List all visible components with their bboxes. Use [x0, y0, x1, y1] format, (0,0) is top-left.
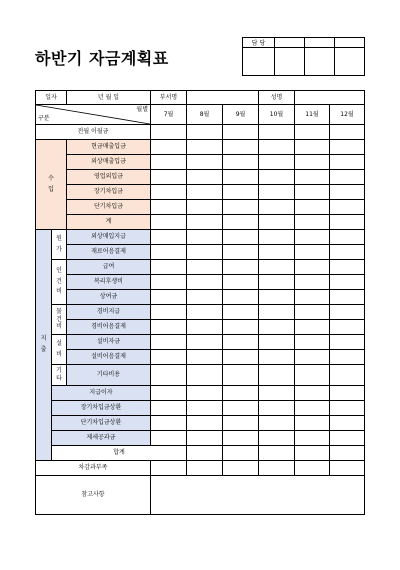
approval-header-cell[interactable]	[305, 38, 335, 48]
data-cell[interactable]	[151, 140, 187, 155]
data-cell[interactable]	[259, 230, 295, 245]
row-label: 단기차입금상환	[52, 416, 151, 431]
data-cell[interactable]	[295, 200, 330, 215]
table-row	[36, 245, 365, 260]
data-cell[interactable]	[330, 230, 365, 245]
table-row	[36, 305, 365, 320]
row-label: 계	[67, 215, 151, 230]
data-cell[interactable]	[330, 215, 365, 230]
dept-value[interactable]	[187, 91, 259, 105]
data-cell[interactable]	[187, 416, 223, 431]
row-label: 전월 이월금	[36, 125, 151, 140]
header-diagonal-cell	[36, 105, 151, 125]
data-cell[interactable]	[330, 386, 365, 401]
data-cell[interactable]	[295, 230, 330, 245]
row-label: 복리후생비	[67, 275, 151, 290]
table-row	[36, 446, 365, 461]
data-cell[interactable]	[259, 200, 295, 215]
table-row	[36, 290, 365, 305]
row-label: 영업외입금	[67, 170, 151, 185]
data-cell[interactable]	[330, 461, 365, 476]
approval-sign-cell[interactable]	[335, 48, 365, 76]
row-label: 외상매입지급	[67, 230, 151, 245]
data-cell[interactable]	[187, 260, 223, 275]
header-row	[36, 105, 365, 125]
data-cell[interactable]	[330, 290, 365, 305]
date-value[interactable]: 년 월 일	[67, 91, 151, 105]
data-cell[interactable]	[151, 170, 187, 185]
data-cell[interactable]	[151, 290, 187, 305]
data-cell[interactable]	[223, 215, 259, 230]
data-cell[interactable]	[330, 170, 365, 185]
data-cell[interactable]	[151, 260, 187, 275]
data-cell[interactable]	[151, 245, 187, 260]
data-cell[interactable]	[330, 260, 365, 275]
table-row	[36, 170, 365, 185]
row-label: 제세공과금	[52, 431, 151, 446]
date-label: 일자	[36, 91, 67, 105]
data-cell[interactable]	[259, 215, 295, 230]
data-cell[interactable]	[187, 200, 223, 215]
row-label: 경비어음결제	[67, 320, 151, 335]
month-header: 9월	[223, 105, 259, 125]
data-cell[interactable]	[223, 416, 259, 431]
expense-group-text: 지출	[40, 335, 47, 353]
month-header: 12월	[330, 105, 365, 125]
data-cell[interactable]	[259, 350, 295, 365]
income-group-text: 수입	[48, 174, 54, 193]
row-label: 재료어음결제	[67, 245, 151, 260]
data-cell[interactable]	[151, 200, 187, 215]
data-cell[interactable]	[151, 185, 187, 200]
data-cell[interactable]	[151, 230, 187, 245]
name-label: 성명	[259, 91, 295, 105]
data-cell[interactable]	[151, 386, 187, 401]
data-cell[interactable]	[187, 401, 223, 416]
data-cell[interactable]	[259, 125, 295, 140]
data-cell[interactable]	[295, 335, 330, 350]
data-cell[interactable]	[330, 245, 365, 260]
table-row	[36, 350, 365, 365]
table-row	[36, 416, 365, 431]
approval-header-cell[interactable]	[335, 38, 365, 48]
month-axis-label: 월별	[136, 106, 148, 113]
ingun-group-label	[52, 260, 67, 305]
mulgun-group-label	[52, 305, 67, 335]
data-cell[interactable]	[295, 401, 330, 416]
data-cell[interactable]	[330, 416, 365, 431]
data-cell[interactable]	[151, 305, 187, 320]
data-cell[interactable]	[259, 260, 295, 275]
data-cell[interactable]	[223, 461, 259, 476]
data-cell[interactable]	[295, 416, 330, 431]
data-cell[interactable]	[223, 431, 259, 446]
note-row	[36, 476, 365, 515]
row-label: 외상매출입금	[67, 155, 151, 170]
data-cell[interactable]	[259, 446, 295, 461]
table-row	[36, 461, 365, 476]
data-cell[interactable]	[223, 275, 259, 290]
data-cell[interactable]	[223, 386, 259, 401]
table-row	[36, 386, 365, 401]
data-cell[interactable]	[187, 185, 223, 200]
data-cell[interactable]	[187, 446, 223, 461]
data-cell[interactable]	[330, 365, 365, 386]
data-cell[interactable]	[223, 155, 259, 170]
data-cell[interactable]	[151, 431, 187, 446]
wonga-group-label	[52, 230, 67, 260]
data-cell[interactable]	[187, 350, 223, 365]
data-cell[interactable]	[187, 290, 223, 305]
data-cell[interactable]	[151, 461, 187, 476]
data-cell[interactable]	[151, 350, 187, 365]
data-cell[interactable]	[295, 245, 330, 260]
table-row	[36, 260, 365, 275]
data-cell[interactable]	[295, 431, 330, 446]
data-cell[interactable]	[330, 335, 365, 350]
data-cell[interactable]	[151, 365, 187, 386]
data-cell[interactable]	[295, 185, 330, 200]
data-cell[interactable]	[187, 365, 223, 386]
data-cell[interactable]	[151, 125, 187, 140]
data-cell[interactable]	[223, 401, 259, 416]
row-label: 급여	[67, 260, 151, 275]
row-label: 장기차입금상환	[52, 401, 151, 416]
table-row	[36, 320, 365, 335]
approval-header-cell[interactable]	[275, 38, 305, 48]
data-cell[interactable]	[187, 140, 223, 155]
data-cell[interactable]	[295, 215, 330, 230]
data-cell[interactable]	[330, 431, 365, 446]
table-row	[36, 125, 365, 140]
data-cell[interactable]	[295, 260, 330, 275]
data-cell[interactable]	[259, 185, 295, 200]
ingun-group-text: 인건비	[56, 266, 62, 296]
data-cell[interactable]	[330, 305, 365, 320]
row-label: 설비어음결제	[67, 350, 151, 365]
month-header: 10월	[259, 105, 295, 125]
gita-group-text: 기타	[56, 367, 62, 382]
approval-label: 담 당	[243, 38, 275, 48]
table-row	[36, 365, 365, 386]
data-cell[interactable]	[223, 446, 259, 461]
data-cell[interactable]	[151, 215, 187, 230]
data-cell[interactable]	[259, 431, 295, 446]
data-cell[interactable]	[259, 461, 295, 476]
fund-plan-table	[35, 90, 365, 515]
data-cell[interactable]	[151, 275, 187, 290]
data-cell[interactable]	[330, 275, 365, 290]
approval-sign-cell[interactable]	[275, 48, 305, 76]
data-cell[interactable]	[259, 305, 295, 320]
data-cell[interactable]	[187, 275, 223, 290]
data-cell[interactable]	[223, 305, 259, 320]
data-cell[interactable]	[259, 290, 295, 305]
data-cell[interactable]	[151, 401, 187, 416]
data-cell[interactable]	[223, 125, 259, 140]
data-cell[interactable]	[187, 170, 223, 185]
data-cell[interactable]	[223, 335, 259, 350]
data-cell[interactable]	[187, 215, 223, 230]
data-cell[interactable]	[187, 320, 223, 335]
data-cell[interactable]	[330, 140, 365, 155]
data-cell[interactable]	[259, 140, 295, 155]
table-row	[36, 140, 365, 155]
data-cell[interactable]	[187, 245, 223, 260]
table-row	[36, 431, 365, 446]
data-cell[interactable]	[330, 200, 365, 215]
data-cell[interactable]	[259, 365, 295, 386]
month-header: 8월	[187, 105, 223, 125]
data-cell[interactable]	[187, 431, 223, 446]
row-label: 장기차입금	[67, 185, 151, 200]
table-row	[36, 335, 365, 350]
income-group-label	[36, 140, 67, 230]
data-cell[interactable]	[330, 125, 365, 140]
data-cell[interactable]	[187, 155, 223, 170]
row-label: 지급이자	[52, 386, 151, 401]
data-cell[interactable]	[295, 446, 330, 461]
row-label: 상여금	[67, 290, 151, 305]
data-cell[interactable]	[330, 446, 365, 461]
data-cell[interactable]	[151, 155, 187, 170]
data-cell[interactable]	[330, 185, 365, 200]
data-cell[interactable]	[187, 230, 223, 245]
data-cell[interactable]	[259, 401, 295, 416]
data-cell[interactable]	[223, 200, 259, 215]
data-cell[interactable]	[259, 170, 295, 185]
page-title: 하반기 자금계획표	[35, 49, 169, 68]
gita-group-label	[52, 365, 67, 386]
data-cell[interactable]	[259, 245, 295, 260]
data-cell[interactable]	[295, 140, 330, 155]
row-label: 설비자금	[67, 335, 151, 350]
row-label: 기타비용	[67, 365, 151, 386]
data-cell[interactable]	[223, 350, 259, 365]
data-cell[interactable]	[187, 305, 223, 320]
data-cell[interactable]	[223, 320, 259, 335]
data-cell[interactable]	[330, 155, 365, 170]
data-cell[interactable]	[259, 320, 295, 335]
info-row	[36, 91, 365, 105]
data-cell[interactable]	[330, 350, 365, 365]
data-cell[interactable]	[223, 140, 259, 155]
data-cell[interactable]	[223, 170, 259, 185]
data-cell[interactable]	[295, 461, 330, 476]
category-axis-label: 구분	[38, 115, 50, 122]
data-cell[interactable]	[223, 365, 259, 386]
data-cell[interactable]	[187, 386, 223, 401]
data-cell[interactable]	[223, 260, 259, 275]
row-label: 현금매출입금	[67, 140, 151, 155]
data-cell[interactable]	[151, 320, 187, 335]
data-cell[interactable]	[295, 386, 330, 401]
data-cell[interactable]	[259, 275, 295, 290]
data-cell[interactable]	[295, 275, 330, 290]
note-label: 참고사항	[36, 476, 151, 515]
table-row	[36, 185, 365, 200]
data-cell[interactable]	[223, 245, 259, 260]
data-cell[interactable]	[259, 386, 295, 401]
data-cell[interactable]	[295, 305, 330, 320]
data-cell[interactable]	[187, 335, 223, 350]
data-cell[interactable]	[330, 401, 365, 416]
approval-sign-cell[interactable]	[243, 48, 275, 76]
month-header: 7월	[151, 105, 187, 125]
table-row	[36, 215, 365, 230]
mulgun-group-text: 물건비	[56, 307, 62, 331]
approval-sign-cell[interactable]	[305, 48, 335, 76]
data-cell[interactable]	[187, 125, 223, 140]
data-cell[interactable]	[295, 170, 330, 185]
data-cell[interactable]	[295, 350, 330, 365]
approval-box	[242, 37, 365, 76]
name-value[interactable]	[295, 91, 365, 105]
data-cell[interactable]	[295, 320, 330, 335]
row-label: 합계	[52, 446, 187, 461]
data-cell[interactable]	[295, 290, 330, 305]
row-label: 차감과부족	[36, 461, 151, 476]
table-row	[36, 155, 365, 170]
diagonal-line	[36, 105, 150, 124]
seolbi-group-text: 설비	[56, 339, 62, 358]
data-cell[interactable]	[295, 125, 330, 140]
row-label: 단기차입금	[67, 200, 151, 215]
table-row	[36, 230, 365, 245]
data-cell[interactable]	[151, 416, 187, 431]
data-cell[interactable]	[259, 155, 295, 170]
row-label: 경비지급	[67, 305, 151, 320]
table-row	[36, 200, 365, 215]
data-cell[interactable]	[295, 155, 330, 170]
data-cell[interactable]	[223, 185, 259, 200]
data-cell[interactable]	[259, 335, 295, 350]
seolbi-group-label	[52, 335, 67, 365]
data-cell[interactable]	[330, 320, 365, 335]
data-cell[interactable]	[223, 230, 259, 245]
data-cell[interactable]	[223, 290, 259, 305]
data-cell[interactable]	[187, 461, 223, 476]
data-cell[interactable]	[259, 416, 295, 431]
data-cell[interactable]	[151, 335, 187, 350]
expense-group-label	[36, 230, 52, 461]
table-row	[36, 275, 365, 290]
month-header: 11월	[295, 105, 330, 125]
wonga-group-text: 원가	[56, 234, 62, 253]
data-cell[interactable]	[295, 365, 330, 386]
dept-label: 부서명	[151, 91, 187, 105]
table-row	[36, 401, 365, 416]
note-field[interactable]	[151, 476, 365, 515]
